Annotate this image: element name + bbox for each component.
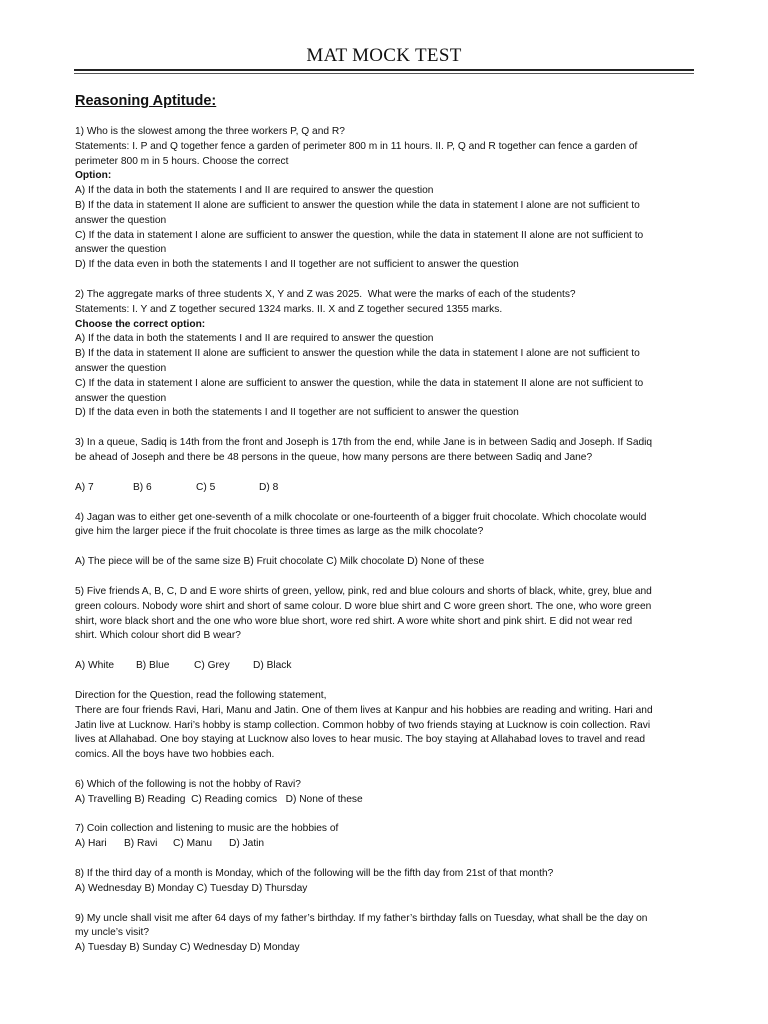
direction-text: lives at Allahabad. One boy staying at Lucknow also loves to hear music. The boy staying at Allahabad loves to travel and read (75, 734, 646, 746)
option-d: D) Black (253, 660, 292, 672)
option-b: B) 6 (133, 481, 152, 493)
option-label: Choose the correct option: (75, 318, 206, 330)
option-b-cont: answer the question (75, 362, 167, 374)
document-body (75, 125, 695, 956)
option-d: D) Jatin (229, 838, 265, 850)
title-divider (74, 69, 694, 71)
options-row (75, 481, 695, 496)
question-text: 6) Which of the following is not the hobby of Ravi? (75, 778, 301, 790)
option-a: A) Hari (75, 838, 107, 850)
question-2 (75, 288, 695, 421)
option-a: A) If the data in both the statements I and II are required to answer the question (75, 333, 434, 345)
statements-text-cont: perimeter 800 m in 5 hours. Choose the correct (75, 155, 289, 167)
question-8 (75, 867, 695, 897)
options-row (75, 837, 695, 852)
question-text-cont: my uncle’s visit? (75, 927, 149, 939)
question-7 (75, 822, 695, 852)
option-a: A) 7 (75, 481, 94, 493)
option-b: B) Blue (136, 660, 170, 672)
option-c: C) If the data in statement I alone are sufficient to answer the question, while the data in statement II alone are not sufficient to (75, 377, 644, 389)
direction-text: comics. All the boys have two hobbies each. (75, 749, 275, 761)
question-text: 9) My uncle shall visit me after 64 days of my father’s birthday. If my father’s birthday falls on Tuesday, what shall be the day on (75, 912, 648, 924)
section-heading: Reasoning Aptitude: (75, 93, 217, 109)
question-5 (75, 585, 695, 674)
question-text-cont: shirt, wore black short and the one who wore blue short, wore red shirt. A wore white short and pink shirt. E did not wear red (75, 615, 633, 627)
option-b-cont: answer the question (75, 214, 167, 226)
question-1 (75, 125, 695, 273)
option-b: B) If the data in statement II alone are sufficient to answer the question while the data in statement I alone are not sufficient to (75, 348, 640, 360)
question-text: 2) The aggregate marks of three students X, Y and Z was 2025. What were the marks of each of the students? (75, 288, 576, 300)
question-text: 4) Jagan was to either get one-seventh of a milk chocolate or one-fourteenth of a bigger fruit chocolate. Which chocolate would (75, 511, 647, 523)
question-text-cont: give him the larger piece if the fruit chocolate is three times as large as the milk chocolate? (75, 526, 484, 538)
page-title: MAT MOCK TEST (306, 45, 462, 66)
option-label: Option: (75, 170, 112, 182)
question-3 (75, 436, 695, 495)
question-text: 1) Who is the slowest among the three workers P, Q and R? (75, 126, 345, 137)
option-c: C) If the data in statement I alone are sufficient to answer the question, while the data in statement II alone are not sufficient to (75, 229, 644, 241)
option-c-cont: answer the question (75, 244, 167, 256)
direction-text: There are four friends Ravi, Hari, Manu and Jatin. One of them lives at Kanpur and his hobbies are reading and writing. Hari and (75, 704, 653, 716)
question-9 (75, 912, 695, 956)
question-text: 7) Coin collection and listening to music are the hobbies of (75, 823, 339, 835)
question-text: 5) Five friends A, B, C, D and E wore shirts of green, yellow, pink, red and blue colours and shorts of black, white, grey, blue and (75, 585, 652, 597)
question-text-cont: shirt. Which colour short did B wear? (75, 630, 241, 642)
question-text: 8) If the third day of a month is Monday, which of the following will be the fifth day from 21st of that month? (75, 868, 554, 880)
option-b: B) If the data in statement II alone are sufficient to answer the question while the data in statement I alone are not sufficient to (75, 199, 640, 211)
option-a: A) If the data in both the statements I and II are required to answer the question (75, 185, 434, 197)
title-divider-thin (74, 73, 694, 74)
option-b: B) Ravi (124, 838, 158, 850)
statements-text: Statements: I. P and Q together fence a garden of perimeter 800 m in 11 hours. II. P, Q and R together can fence a garden of (75, 140, 638, 152)
option-c-cont: answer the question (75, 392, 167, 404)
statements-text: Statements: I. Y and Z together secured 1324 marks. II. X and Z together secured 1355 marks. (75, 303, 503, 315)
option-c: C) Grey (194, 660, 230, 672)
direction-text: Jatin live at Lucknow. Hari’s hobby is stamp collection. Common hobby of two friends staying at Lucknow is coin collection. Ravi (75, 719, 651, 731)
options-row: A) Wednesday B) Monday C) Tuesday D) Thursday (75, 882, 308, 894)
option-d: D) If the data even in both the statements I and II together are not sufficient to answer the question (75, 259, 519, 271)
question-6 (75, 778, 695, 808)
question-4 (75, 511, 695, 570)
option-c: C) Manu (173, 838, 213, 850)
option-d: D) 8 (259, 481, 279, 493)
question-text: 3) In a queue, Sadiq is 14th from the front and Joseph is 17th from the end, while Jane is in between Sadiq and Joseph. If Sadiq (75, 437, 653, 449)
option-a: A) White (75, 660, 115, 672)
options-row (75, 659, 695, 674)
question-text-cont: be ahead of Joseph and there be 48 persons in the queue, how many persons are there between Sadiq and Jane? (75, 451, 593, 463)
options-row: A) Tuesday B) Sunday C) Wednesday D) Monday (75, 942, 300, 954)
direction-heading: Direction for the Question, read the following statement, (75, 689, 327, 701)
question-text-cont: green colours. Nobody wore shirt and short of same colour. D wore blue shirt and C wore green short. The one, who wore green (75, 600, 652, 612)
direction-passage (75, 689, 695, 763)
options-row: A) The piece will be of the same size B) Fruit chocolate C) Milk chocolate D) None of these (75, 556, 485, 568)
option-d: D) If the data even in both the statements I and II together are not sufficient to answer the question (75, 407, 519, 419)
option-c: C) 5 (196, 481, 216, 493)
options-row: A) Travelling B) Reading C) Reading comics D) None of these (75, 793, 363, 805)
